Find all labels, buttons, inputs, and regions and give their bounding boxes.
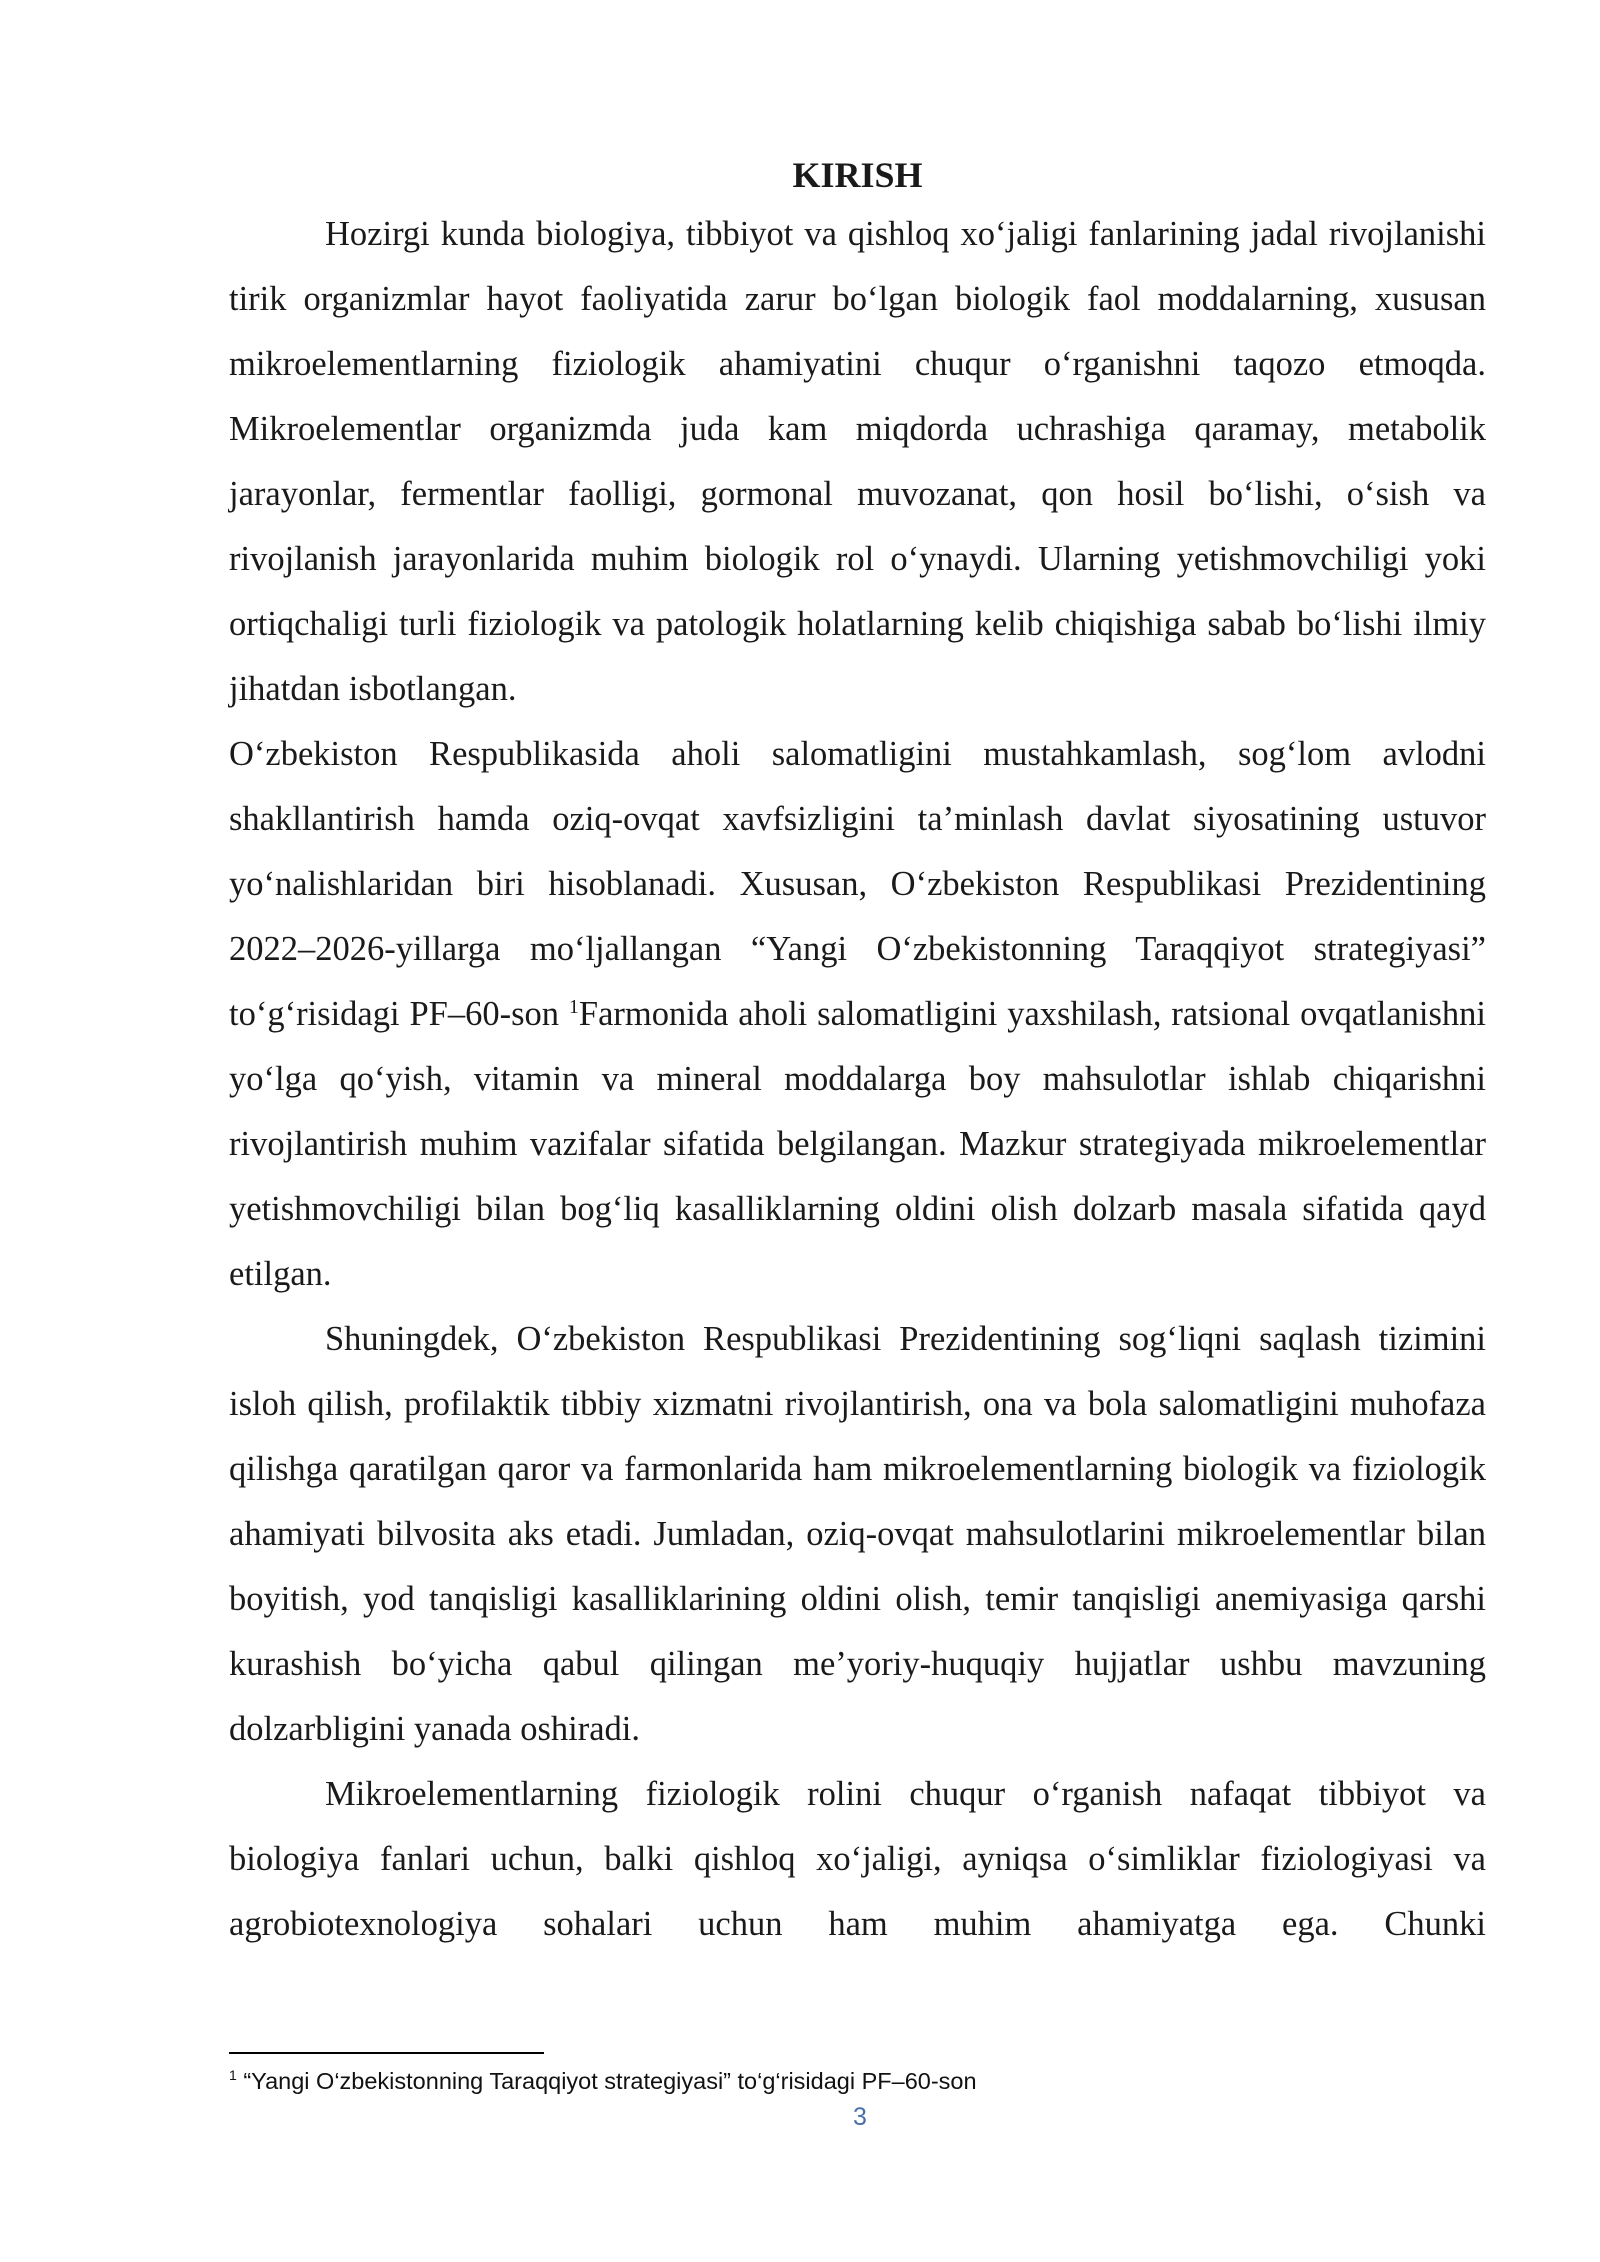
paragraph-2-text-before: O‘zbekiston Respublikasida aholi salomatligini mustahkamlash, sog‘lom avlodni shakllantirish hamda oziq-ovqat xavfsizligini ta’minlash davlat siyosatining ustuvor yo‘nalishlaridan biri hisoblanadi. Xususan, O‘zbekiston Respublikasi Prezidentining 2022–2026-yillarga mo‘ljallangan “Yangi O‘zbekistonning Taraqqiyot strategiyasi” to‘g‘risidagi PF–60-son bbox=[229, 735, 1486, 1033]
footnote-separator bbox=[229, 2052, 544, 2054]
paragraph-2-text-after: Farmonida aholi salomatligini yaxshilash, ratsional ovqatlanishni yo‘lga qo‘yish, vitamin va mineral moddalarga boy mahsulotlar ishlab chiqarishni rivojlantirish muhim vazifalar sifatida belgilangan. Mazkur strategiyada mikroelementlar yetishmovchiligi bilan bog‘liq kasalliklarning oldini olish dolzarb masala sifatida qayd etilgan. bbox=[229, 995, 1486, 1293]
paragraph-3: Shuningdek, O‘zbekiston Respublikasi Prezidentining sog‘liqni saqlash tizimini isloh qilish, profilaktik tibbiy xizmatni rivojlantirish, ona va bola salomatligini muhofaza qilishga qaratilgan qaror va farmonlarida ham mikroelementlarning biologik va fiziologik ahamiyati bilvosita aks etadi. Jumladan, oziq-ovqat mahsulotlarini mikroelementlar bilan boyitish, yod tanqisligi kasalliklarining oldini olish, temir tanqisligi anemiyasiga qarshi kurashish bo‘yicha qabul qilingan me’yoriy-huquqiy hujjatlar ushbu mavzuning dolzarbligini yanada oshiradi. bbox=[229, 1320, 1486, 1748]
page-title: KIRISH bbox=[792, 155, 923, 195]
footnote bbox=[229, 2065, 1479, 2097]
footnote-text: “Yangi O‘zbekistonning Taraqqiyot strategiyasi” to‘g‘risidagi PF–60-son bbox=[236, 2068, 977, 2094]
paragraph-2 bbox=[229, 722, 1486, 1307]
document-body bbox=[229, 148, 1486, 1957]
page-number: 3 bbox=[853, 2103, 867, 2131]
footnote-reference[interactable]: 1 bbox=[568, 996, 579, 1018]
footnote-marker: 1 bbox=[229, 2067, 237, 2083]
paragraph-1: Hozirgi kunda biologiya, tibbiyot va qishloq xo‘jaligi fanlarining jadal rivojlanishi tirik organizmlar hayot faoliyatida zarur bo‘lgan biologik faol moddalarning, xususan mikroelementlarning fiziologik ahamiyatini chuqur o‘rganishni taqozo etmoqda. Mikroelementlar organizmda juda kam miqdorda uchrashiga qaramay, metabolik jarayonlar, fermentlar faolligi, gormonal muvozanat, qon hosil bo‘lishi, o‘sish va rivojlanish jarayonlarida muhim biologik rol o‘ynaydi. Ularning yetishmovchiligi yoki ortiqchaligi turli fiziologik va patologik holatlarning kelib chiqishiga sabab bo‘lishi ilmiy jihatdan isbotlangan. bbox=[229, 215, 1486, 708]
paragraph-4: Mikroelementlarning fiziologik rolini chuqur o‘rganish nafaqat tibbiyot va biologiya fanlari uchun, balki qishloq xo‘jaligi, ayniqsa o‘simliklar fiziologiyasi va agrobiotexnologiya sohalari uchun ham muhim ahamiyatga ega. Chunki bbox=[229, 1775, 1486, 1943]
